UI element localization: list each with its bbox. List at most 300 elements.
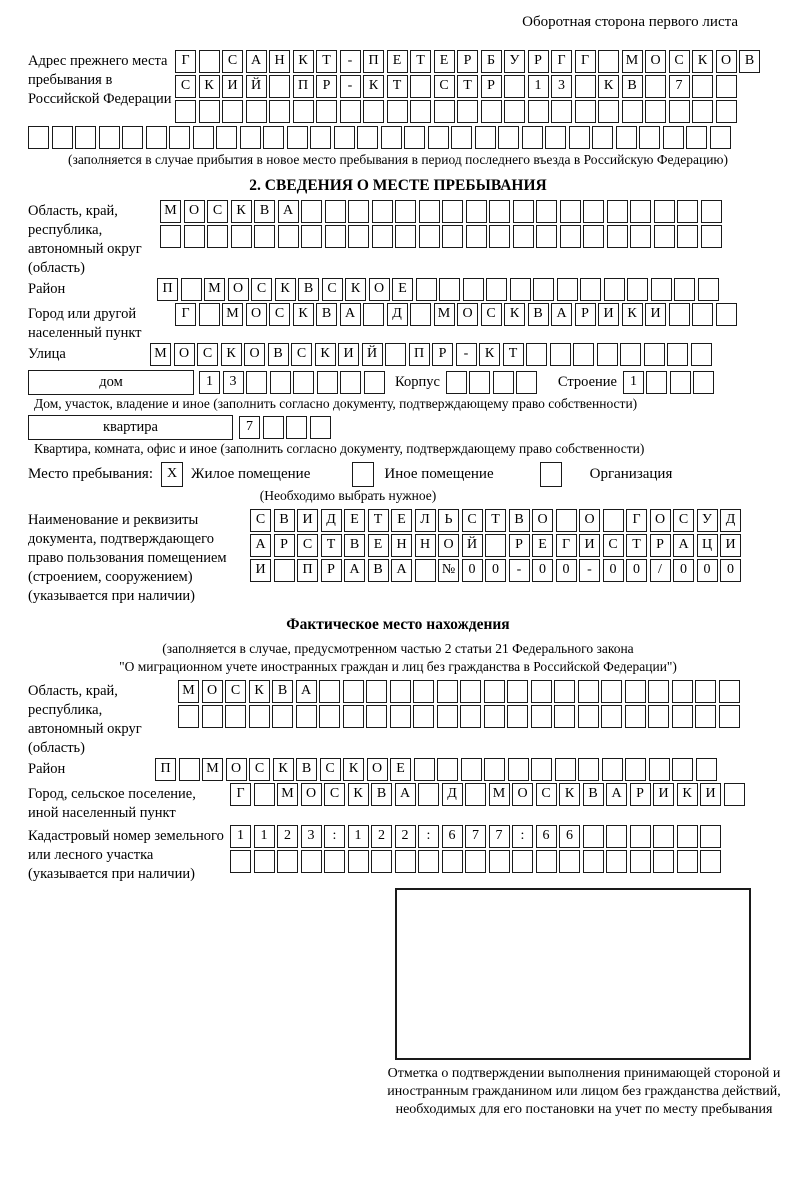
char-cell[interactable]: [416, 278, 437, 301]
char-cell[interactable]: Р: [650, 534, 671, 557]
char-cell[interactable]: [677, 225, 698, 248]
char-cell[interactable]: [645, 75, 666, 98]
char-cell[interactable]: М: [222, 303, 243, 326]
char-cell[interactable]: [554, 705, 575, 728]
char-cell[interactable]: 7: [465, 825, 486, 848]
char-cell[interactable]: 3: [551, 75, 572, 98]
char-cell[interactable]: [686, 126, 707, 149]
char-cell[interactable]: [434, 100, 455, 123]
document-row-2[interactable]: [250, 534, 744, 557]
char-cell[interactable]: О: [457, 303, 478, 326]
char-cell[interactable]: [240, 126, 261, 149]
char-cell[interactable]: И: [700, 783, 721, 806]
char-cell[interactable]: [677, 200, 698, 223]
char-cell[interactable]: [446, 371, 467, 394]
char-cell[interactable]: [648, 705, 669, 728]
char-cell[interactable]: [555, 758, 576, 781]
char-cell[interactable]: И: [222, 75, 243, 98]
char-cell[interactable]: С: [225, 680, 246, 703]
char-cell[interactable]: К: [275, 278, 296, 301]
char-cell[interactable]: [442, 850, 463, 873]
char-cell[interactable]: [340, 371, 361, 394]
char-cell[interactable]: [606, 825, 627, 848]
char-cell[interactable]: П: [157, 278, 178, 301]
char-cell[interactable]: [677, 850, 698, 873]
char-cell[interactable]: [556, 509, 577, 532]
char-cell[interactable]: Г: [175, 50, 196, 73]
char-cell[interactable]: [466, 200, 487, 223]
char-cell[interactable]: И: [297, 509, 318, 532]
char-cell[interactable]: К: [363, 75, 384, 98]
house-type-box[interactable]: дом: [28, 370, 194, 395]
char-cell[interactable]: С: [207, 200, 228, 223]
char-cell[interactable]: [695, 680, 716, 703]
char-cell[interactable]: [363, 303, 384, 326]
char-cell[interactable]: [277, 850, 298, 873]
char-cell[interactable]: Е: [390, 758, 411, 781]
char-cell[interactable]: /: [650, 559, 671, 582]
prev-address-row-1[interactable]: [175, 50, 763, 73]
char-cell[interactable]: 0: [626, 559, 647, 582]
cadastral-row-2[interactable]: [230, 850, 724, 873]
char-cell[interactable]: В: [316, 303, 337, 326]
char-cell[interactable]: [325, 200, 346, 223]
char-cell[interactable]: [559, 850, 580, 873]
char-cell[interactable]: :: [512, 825, 533, 848]
char-cell[interactable]: [484, 758, 505, 781]
prev-address-row-4[interactable]: [28, 126, 800, 149]
char-cell[interactable]: [319, 680, 340, 703]
char-cell[interactable]: Т: [321, 534, 342, 557]
char-cell[interactable]: [348, 850, 369, 873]
char-cell[interactable]: [372, 225, 393, 248]
char-cell[interactable]: [216, 126, 237, 149]
char-cell[interactable]: М: [622, 50, 643, 73]
char-cell[interactable]: [301, 225, 322, 248]
char-cell[interactable]: Т: [503, 343, 524, 366]
char-cell[interactable]: [319, 705, 340, 728]
char-cell[interactable]: [620, 343, 641, 366]
char-cell[interactable]: -: [456, 343, 477, 366]
char-cell[interactable]: О: [645, 50, 666, 73]
char-cell[interactable]: [254, 225, 275, 248]
char-cell[interactable]: [601, 705, 622, 728]
char-cell[interactable]: В: [254, 200, 275, 223]
char-cell[interactable]: [28, 126, 49, 149]
char-cell[interactable]: А: [344, 559, 365, 582]
char-cell[interactable]: [583, 200, 604, 223]
char-cell[interactable]: [52, 126, 73, 149]
char-cell[interactable]: [249, 705, 270, 728]
char-cell[interactable]: [343, 680, 364, 703]
char-cell[interactable]: [504, 100, 525, 123]
char-cell[interactable]: К: [293, 50, 314, 73]
char-cell[interactable]: [627, 278, 648, 301]
char-cell[interactable]: [418, 850, 439, 873]
char-cell[interactable]: [484, 705, 505, 728]
char-cell[interactable]: В: [371, 783, 392, 806]
char-cell[interactable]: [597, 343, 618, 366]
char-cell[interactable]: [325, 225, 346, 248]
char-cell[interactable]: В: [583, 783, 604, 806]
char-cell[interactable]: [395, 225, 416, 248]
char-cell[interactable]: [598, 50, 619, 73]
char-cell[interactable]: [625, 680, 646, 703]
char-cell[interactable]: [536, 850, 557, 873]
char-cell[interactable]: [414, 758, 435, 781]
char-cell[interactable]: [580, 278, 601, 301]
char-cell[interactable]: В: [344, 534, 365, 557]
char-cell[interactable]: [646, 371, 667, 394]
apartment-type-box[interactable]: квартира: [28, 415, 233, 440]
char-cell[interactable]: [348, 200, 369, 223]
char-cell[interactable]: А: [296, 680, 317, 703]
char-cell[interactable]: К: [315, 343, 336, 366]
char-cell[interactable]: С: [297, 534, 318, 557]
char-cell[interactable]: [560, 200, 581, 223]
char-cell[interactable]: [418, 783, 439, 806]
char-cell[interactable]: [573, 343, 594, 366]
char-cell[interactable]: [363, 100, 384, 123]
char-cell[interactable]: [663, 126, 684, 149]
char-cell[interactable]: Ь: [438, 509, 459, 532]
char-cell[interactable]: В: [509, 509, 530, 532]
char-cell[interactable]: [630, 200, 651, 223]
char-cell[interactable]: [672, 758, 693, 781]
char-cell[interactable]: И: [598, 303, 619, 326]
char-cell[interactable]: К: [677, 783, 698, 806]
char-cell[interactable]: К: [221, 343, 242, 366]
char-cell[interactable]: 1: [230, 825, 251, 848]
char-cell[interactable]: [625, 705, 646, 728]
char-cell[interactable]: К: [273, 758, 294, 781]
char-cell[interactable]: [489, 225, 510, 248]
char-cell[interactable]: -: [579, 559, 600, 582]
char-cell[interactable]: О: [174, 343, 195, 366]
char-cell[interactable]: [513, 225, 534, 248]
char-cell[interactable]: [385, 343, 406, 366]
char-cell[interactable]: О: [246, 303, 267, 326]
char-cell[interactable]: Г: [175, 303, 196, 326]
char-cell[interactable]: 2: [395, 825, 416, 848]
char-cell[interactable]: [442, 200, 463, 223]
char-cell[interactable]: [701, 225, 722, 248]
char-cell[interactable]: [199, 50, 220, 73]
char-cell[interactable]: О: [184, 200, 205, 223]
char-cell[interactable]: 1: [528, 75, 549, 98]
char-cell[interactable]: [700, 850, 721, 873]
char-cell[interactable]: К: [249, 680, 270, 703]
char-cell[interactable]: Д: [321, 509, 342, 532]
char-cell[interactable]: М: [204, 278, 225, 301]
char-cell[interactable]: [310, 416, 331, 439]
char-cell[interactable]: :: [324, 825, 345, 848]
char-cell[interactable]: 2: [277, 825, 298, 848]
char-cell[interactable]: [649, 758, 670, 781]
char-cell[interactable]: [670, 371, 691, 394]
char-cell[interactable]: [390, 680, 411, 703]
char-cell[interactable]: [531, 758, 552, 781]
char-cell[interactable]: С: [434, 75, 455, 98]
char-cell[interactable]: [522, 126, 543, 149]
char-cell[interactable]: С: [291, 343, 312, 366]
char-cell[interactable]: Й: [462, 534, 483, 557]
char-cell[interactable]: [630, 225, 651, 248]
char-cell[interactable]: [465, 783, 486, 806]
char-cell[interactable]: С: [603, 534, 624, 557]
char-cell[interactable]: [466, 225, 487, 248]
char-cell[interactable]: [348, 225, 369, 248]
char-cell[interactable]: Р: [528, 50, 549, 73]
char-cell[interactable]: Е: [344, 509, 365, 532]
char-cell[interactable]: [700, 825, 721, 848]
char-cell[interactable]: [122, 126, 143, 149]
char-cell[interactable]: [485, 534, 506, 557]
char-cell[interactable]: М: [202, 758, 223, 781]
char-cell[interactable]: Р: [630, 783, 651, 806]
char-cell[interactable]: [645, 100, 666, 123]
char-cell[interactable]: Ц: [697, 534, 718, 557]
char-cell[interactable]: [481, 100, 502, 123]
char-cell[interactable]: [395, 200, 416, 223]
char-cell[interactable]: №: [438, 559, 459, 582]
char-cell[interactable]: [184, 225, 205, 248]
char-cell[interactable]: И: [645, 303, 666, 326]
char-cell[interactable]: С: [197, 343, 218, 366]
char-cell[interactable]: С: [324, 783, 345, 806]
char-cell[interactable]: 1: [348, 825, 369, 848]
char-cell[interactable]: [696, 758, 717, 781]
char-cell[interactable]: В: [272, 680, 293, 703]
char-cell[interactable]: [316, 100, 337, 123]
char-cell[interactable]: К: [504, 303, 525, 326]
cadastral-row-1[interactable]: [230, 825, 724, 848]
char-cell[interactable]: [419, 200, 440, 223]
char-cell[interactable]: 0: [673, 559, 694, 582]
char-cell[interactable]: [598, 100, 619, 123]
region-row-2[interactable]: [160, 225, 724, 248]
char-cell[interactable]: Р: [575, 303, 596, 326]
char-cell[interactable]: [222, 100, 243, 123]
char-cell[interactable]: Д: [720, 509, 741, 532]
char-cell[interactable]: [371, 850, 392, 873]
region-row-1[interactable]: [160, 200, 724, 223]
char-cell[interactable]: [175, 100, 196, 123]
actual-district-row[interactable]: [155, 758, 719, 781]
char-cell[interactable]: [716, 100, 737, 123]
char-cell[interactable]: П: [155, 758, 176, 781]
char-cell[interactable]: [366, 680, 387, 703]
char-cell[interactable]: Р: [481, 75, 502, 98]
char-cell[interactable]: [630, 825, 651, 848]
char-cell[interactable]: [672, 680, 693, 703]
char-cell[interactable]: Г: [556, 534, 577, 557]
stay-type-checkbox-organization[interactable]: [540, 462, 562, 487]
char-cell[interactable]: [296, 705, 317, 728]
char-cell[interactable]: С: [462, 509, 483, 532]
char-cell[interactable]: Д: [387, 303, 408, 326]
char-cell[interactable]: 0: [603, 559, 624, 582]
char-cell[interactable]: 6: [442, 825, 463, 848]
char-cell[interactable]: [693, 371, 714, 394]
char-cell[interactable]: [278, 225, 299, 248]
char-cell[interactable]: Н: [415, 534, 436, 557]
prev-address-row-2[interactable]: [175, 75, 763, 98]
char-cell[interactable]: [719, 705, 740, 728]
char-cell[interactable]: [692, 75, 713, 98]
char-cell[interactable]: П: [409, 343, 430, 366]
char-cell[interactable]: Р: [509, 534, 530, 557]
char-cell[interactable]: [493, 371, 514, 394]
char-cell[interactable]: [387, 100, 408, 123]
char-cell[interactable]: К: [231, 200, 252, 223]
char-cell[interactable]: [357, 126, 378, 149]
char-cell[interactable]: [390, 705, 411, 728]
char-cell[interactable]: Б: [481, 50, 502, 73]
char-cell[interactable]: К: [692, 50, 713, 73]
char-cell[interactable]: И: [579, 534, 600, 557]
char-cell[interactable]: [410, 75, 431, 98]
char-cell[interactable]: [510, 278, 531, 301]
char-cell[interactable]: [461, 758, 482, 781]
char-cell[interactable]: [451, 126, 472, 149]
house-number-cells[interactable]: [199, 371, 387, 394]
char-cell[interactable]: С: [175, 75, 196, 98]
char-cell[interactable]: [202, 705, 223, 728]
char-cell[interactable]: [560, 225, 581, 248]
char-cell[interactable]: Г: [575, 50, 596, 73]
char-cell[interactable]: [583, 825, 604, 848]
char-cell[interactable]: А: [606, 783, 627, 806]
char-cell[interactable]: [622, 100, 643, 123]
char-cell[interactable]: В: [296, 758, 317, 781]
char-cell[interactable]: С: [251, 278, 272, 301]
char-cell[interactable]: [437, 705, 458, 728]
char-cell[interactable]: Л: [415, 509, 436, 532]
korpus-cells[interactable]: [446, 371, 540, 394]
char-cell[interactable]: [230, 850, 251, 873]
char-cell[interactable]: 0: [485, 559, 506, 582]
char-cell[interactable]: [616, 126, 637, 149]
char-cell[interactable]: 1: [623, 371, 644, 394]
char-cell[interactable]: [364, 371, 385, 394]
char-cell[interactable]: [179, 758, 200, 781]
char-cell[interactable]: [457, 100, 478, 123]
char-cell[interactable]: [178, 705, 199, 728]
char-cell[interactable]: [654, 225, 675, 248]
char-cell[interactable]: [578, 758, 599, 781]
char-cell[interactable]: Т: [457, 75, 478, 98]
char-cell[interactable]: [531, 680, 552, 703]
char-cell[interactable]: 0: [697, 559, 718, 582]
char-cell[interactable]: [310, 126, 331, 149]
char-cell[interactable]: Е: [532, 534, 553, 557]
char-cell[interactable]: [701, 200, 722, 223]
char-cell[interactable]: [181, 278, 202, 301]
char-cell[interactable]: [531, 705, 552, 728]
char-cell[interactable]: [578, 680, 599, 703]
char-cell[interactable]: [410, 100, 431, 123]
char-cell[interactable]: [716, 303, 737, 326]
char-cell[interactable]: [695, 705, 716, 728]
char-cell[interactable]: О: [226, 758, 247, 781]
char-cell[interactable]: [269, 75, 290, 98]
char-cell[interactable]: [504, 75, 525, 98]
char-cell[interactable]: О: [301, 783, 322, 806]
char-cell[interactable]: [317, 371, 338, 394]
char-cell[interactable]: [486, 278, 507, 301]
char-cell[interactable]: О: [367, 758, 388, 781]
char-cell[interactable]: К: [479, 343, 500, 366]
char-cell[interactable]: 0: [462, 559, 483, 582]
char-cell[interactable]: К: [199, 75, 220, 98]
char-cell[interactable]: М: [277, 783, 298, 806]
char-cell[interactable]: [410, 303, 431, 326]
char-cell[interactable]: [301, 200, 322, 223]
char-cell[interactable]: 3: [301, 825, 322, 848]
char-cell[interactable]: С: [322, 278, 343, 301]
char-cell[interactable]: [415, 559, 436, 582]
char-cell[interactable]: [667, 343, 688, 366]
district-row[interactable]: [157, 278, 721, 301]
char-cell[interactable]: [274, 559, 295, 582]
char-cell[interactable]: С: [481, 303, 502, 326]
char-cell[interactable]: В: [274, 509, 295, 532]
char-cell[interactable]: В: [739, 50, 760, 73]
char-cell[interactable]: [692, 100, 713, 123]
char-cell[interactable]: С: [249, 758, 270, 781]
char-cell[interactable]: [193, 126, 214, 149]
char-cell[interactable]: [287, 126, 308, 149]
char-cell[interactable]: [428, 126, 449, 149]
char-cell[interactable]: 1: [199, 371, 220, 394]
char-cell[interactable]: [677, 825, 698, 848]
char-cell[interactable]: О: [202, 680, 223, 703]
char-cell[interactable]: К: [348, 783, 369, 806]
document-row-1[interactable]: [250, 509, 744, 532]
char-cell[interactable]: [651, 278, 672, 301]
char-cell[interactable]: К: [293, 303, 314, 326]
char-cell[interactable]: И: [338, 343, 359, 366]
char-cell[interactable]: [516, 371, 537, 394]
char-cell[interactable]: П: [363, 50, 384, 73]
char-cell[interactable]: 6: [536, 825, 557, 848]
char-cell[interactable]: -: [340, 75, 361, 98]
char-cell[interactable]: Е: [391, 509, 412, 532]
char-cell[interactable]: А: [391, 559, 412, 582]
char-cell[interactable]: С: [320, 758, 341, 781]
char-cell[interactable]: [269, 100, 290, 123]
char-cell[interactable]: О: [244, 343, 265, 366]
char-cell[interactable]: [460, 680, 481, 703]
char-cell[interactable]: Т: [387, 75, 408, 98]
char-cell[interactable]: [551, 100, 572, 123]
apartment-number-cells[interactable]: [239, 416, 333, 439]
char-cell[interactable]: С: [536, 783, 557, 806]
char-cell[interactable]: [603, 509, 624, 532]
char-cell[interactable]: [578, 705, 599, 728]
char-cell[interactable]: [536, 200, 557, 223]
char-cell[interactable]: Г: [230, 783, 251, 806]
char-cell[interactable]: [489, 200, 510, 223]
char-cell[interactable]: [604, 278, 625, 301]
char-cell[interactable]: Е: [368, 534, 389, 557]
char-cell[interactable]: [366, 705, 387, 728]
char-cell[interactable]: В: [528, 303, 549, 326]
document-row-3[interactable]: [250, 559, 744, 582]
char-cell[interactable]: [246, 100, 267, 123]
char-cell[interactable]: [583, 225, 604, 248]
